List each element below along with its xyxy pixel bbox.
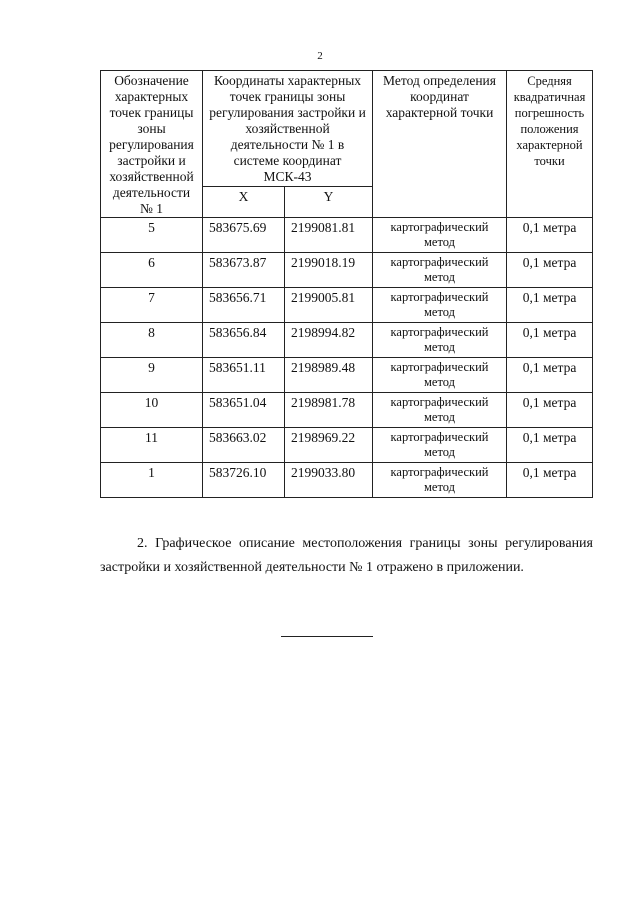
point-number: 6: [101, 253, 203, 288]
header-y: Y: [285, 186, 373, 217]
point-number: 9: [101, 358, 203, 393]
coordinates-table: [100, 70, 593, 498]
paragraph-text: 2. Графическое описание местоположения границы зоны регулирования застройки и хозяйственной деятельности № 1 отражено в приложении.: [100, 536, 593, 575]
coordinate-y: 2199005.81: [285, 288, 373, 323]
coordinate-x: 583656.84: [203, 323, 285, 358]
method-cell: картографический метод: [373, 218, 507, 253]
coordinate-y: 2198994.82: [285, 323, 373, 358]
coordinate-y: 2199018.19: [285, 253, 373, 288]
point-number: 8: [101, 323, 203, 358]
coordinate-x: 583726.10: [203, 463, 285, 498]
coordinate-x: 583651.11: [203, 358, 285, 393]
method-cell: картографический метод: [373, 428, 507, 463]
coordinate-x: 583663.02: [203, 428, 285, 463]
method-cell: картографический метод: [373, 463, 507, 498]
method-cell: картографический метод: [373, 323, 507, 358]
closing-rule: [281, 636, 373, 637]
coordinate-x: 583675.69: [203, 218, 285, 253]
table-row: [101, 393, 593, 428]
header-error: Средняя квадратичная погрешность положения характерной точки: [507, 71, 593, 218]
coordinate-x: 583651.04: [203, 393, 285, 428]
table-row: [101, 463, 593, 498]
table-row: [101, 358, 593, 393]
table-row: [101, 253, 593, 288]
table-row: [101, 323, 593, 358]
error-cell: 0,1 метра: [507, 463, 593, 498]
header-coordinates: Координаты характерных точек границы зоны регулирования застройки и хозяйственной деятельности № 1 в системе координат МСК-43: [203, 71, 373, 187]
error-cell: 0,1 метра: [507, 358, 593, 393]
point-number: 5: [101, 218, 203, 253]
point-number: 7: [101, 288, 203, 323]
header-x: X: [203, 186, 285, 217]
coordinate-y: 2198981.78: [285, 393, 373, 428]
header-designation: Обозначение характерных точек границы зоны регулирования застройки и хозяйственной деятельности № 1: [101, 71, 203, 218]
error-cell: 0,1 метра: [507, 218, 593, 253]
method-cell: картографический метод: [373, 288, 507, 323]
error-cell: 0,1 метра: [507, 393, 593, 428]
coordinate-y: 2199033.80: [285, 463, 373, 498]
coordinate-y: 2198989.48: [285, 358, 373, 393]
error-cell: 0,1 метра: [507, 428, 593, 463]
coordinate-y: 2198969.22: [285, 428, 373, 463]
error-cell: 0,1 метра: [507, 253, 593, 288]
point-number: 1: [101, 463, 203, 498]
coordinate-y: 2199081.81: [285, 218, 373, 253]
point-number: 11: [101, 428, 203, 463]
coordinate-x: 583673.87: [203, 253, 285, 288]
error-cell: 0,1 метра: [507, 288, 593, 323]
table-row: [101, 218, 593, 253]
point-number: 10: [101, 393, 203, 428]
table-row: [101, 428, 593, 463]
method-cell: картографический метод: [373, 253, 507, 288]
error-cell: 0,1 метра: [507, 323, 593, 358]
table-row: [101, 288, 593, 323]
coordinate-x: 583656.71: [203, 288, 285, 323]
description-paragraph: [100, 532, 593, 580]
method-cell: картографический метод: [373, 393, 507, 428]
method-cell: картографический метод: [373, 358, 507, 393]
header-method: Метод определения координат характерной точки: [373, 71, 507, 218]
page-number: 2: [317, 50, 323, 62]
